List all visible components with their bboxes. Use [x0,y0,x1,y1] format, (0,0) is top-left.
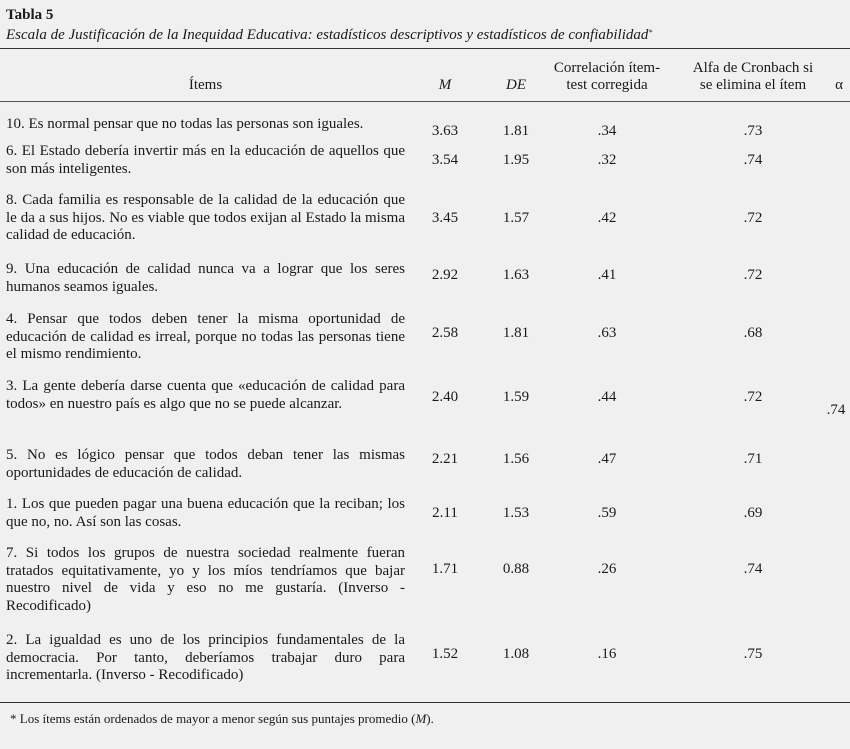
table-row-corr: .44 [597,389,617,405]
table-row-alpha-del: .71 [743,451,763,467]
table-row-alpha-del: .75 [743,646,763,662]
table-row-corr: .47 [597,451,617,467]
table-row-item: 6. El Estado debería invertir más en la educación de aquellos que son más inteligentes. [6,143,405,177]
header-bottom-rule [0,101,850,102]
table-row-item: 9. Una educación de calidad nunca va a lograr que los seres humanos seamos iguales. [6,261,405,295]
table-row-item: 4. Pensar que todos deben tener la misma oportunidad de educación de calidad es irreal, porque no todas las personas tiene el mismo rendimiento. [6,311,405,362]
table-row-corr: .63 [597,325,617,341]
table-row-de: 1.59 [502,389,530,405]
subtitle-footnote-mark: * [648,28,653,37]
footnote-text-after: ). [426,711,434,726]
table-row-de: 1.53 [502,505,530,521]
alpha-total-value: .74 [826,402,846,418]
table-row-corr: .26 [597,561,617,577]
table-footnote [10,711,434,727]
table-row-alpha-del: .72 [743,267,763,283]
table-row-m: 1.71 [431,561,459,577]
footnote-m: M [415,711,427,726]
table-row-corr: .59 [597,505,617,521]
table-row-alpha-del: .74 [743,152,763,168]
table-row-de: 1.08 [502,646,530,662]
table-row-alpha-del: .72 [743,210,763,226]
table-row-item: 10. Es normal pensar que no todas las personas son iguales. [6,116,364,132]
header-de: DE [506,77,526,93]
table-row-m: 3.63 [431,123,459,139]
table-row-alpha-del: .68 [743,325,763,341]
table-row-m: 2.40 [431,389,459,405]
header-alpha-if-deleted [680,60,826,94]
table-row-corr: .34 [597,123,617,139]
table-row-corr: .42 [597,210,617,226]
table-row-item: 7. Si todos los grupos de nuestra sociedad realmente fueran tratados equitativamente, yo y los míos tendríamos que bajar nuestro nivel de vida y eso no me gustaría. (Inverso - Recodificado) [6,545,405,614]
table-row-m: 2.58 [431,325,459,341]
table-bottom-rule [0,702,850,703]
table-row-alpha-del: .69 [743,505,763,521]
table-row-alpha-del: .73 [743,123,763,139]
table-row-m: 1.52 [431,646,459,662]
header-correlation-line1: Correlación ítem- [553,60,661,76]
table-row-de: 0.88 [502,561,530,577]
table-row-item: 3. La gente debería darse cuenta que «educación de calidad para todos» en nuestro país es algo que no se puede alcanzar. [6,378,405,412]
table-row-corr: .41 [597,267,617,283]
header-correlation [546,60,668,94]
table-row-de: 1.81 [502,325,530,341]
header-items: Ítems [188,77,223,93]
table-subtitle [6,26,652,44]
header-m: M [438,77,452,93]
table-row-m: 3.45 [431,210,459,226]
header-correlation-line2: test corregida [566,77,648,93]
table-row-m: 3.54 [431,152,459,168]
footnote-text-before: * Los ítems están ordenados de mayor a menor según sus puntajes promedio ( [10,711,416,726]
table-title: Tabla 5 [6,7,54,23]
subtitle-text: Escala de Justificación de la Inequidad Educativa: estadísticos descriptivos y estadísticos de confiabilidad [6,27,649,43]
table-row-m: 2.11 [432,505,458,521]
table-row-corr: .16 [597,646,617,662]
table-row-item: 1. Los que pueden pagar una buena educación que la reciban; los que no, no. Así son las cosas. [6,496,405,530]
table-row-de: 1.56 [502,451,530,467]
table-row-alpha-del: .74 [743,561,763,577]
header-alpha: α [835,77,843,93]
table-row-alpha-del: .72 [743,389,763,405]
table-row-m: 2.21 [431,451,459,467]
table-row-de: 1.57 [502,210,530,226]
header-alpha-if-deleted-line1: Alfa de Cronbach si [692,60,814,76]
header-alpha-if-deleted-line2: se elimina el ítem [699,77,807,93]
table-row-de: 1.63 [502,267,530,283]
table-row-item: 8. Cada familia es responsable de la calidad de la educación que le da a sus hijos. No es viable que todos exijan al Estado la misma calidad de educación. [6,192,405,243]
table-row-de: 1.95 [502,152,530,168]
table-row-m: 2.92 [431,267,459,283]
table-top-rule [0,48,850,49]
table-row-corr: .32 [597,152,617,168]
table-row-item: 5. No es lógico pensar que todos deban tener las mismas oportunidades de educación de calidad. [6,447,405,481]
table-row-de: 1.81 [502,123,530,139]
table-row-item: 2. La igualdad es uno de los principios fundamentales de la democracia. Por tanto, deberíamos trabajar duro para incrementarla. (Inverso - Recodificado) [6,632,405,683]
